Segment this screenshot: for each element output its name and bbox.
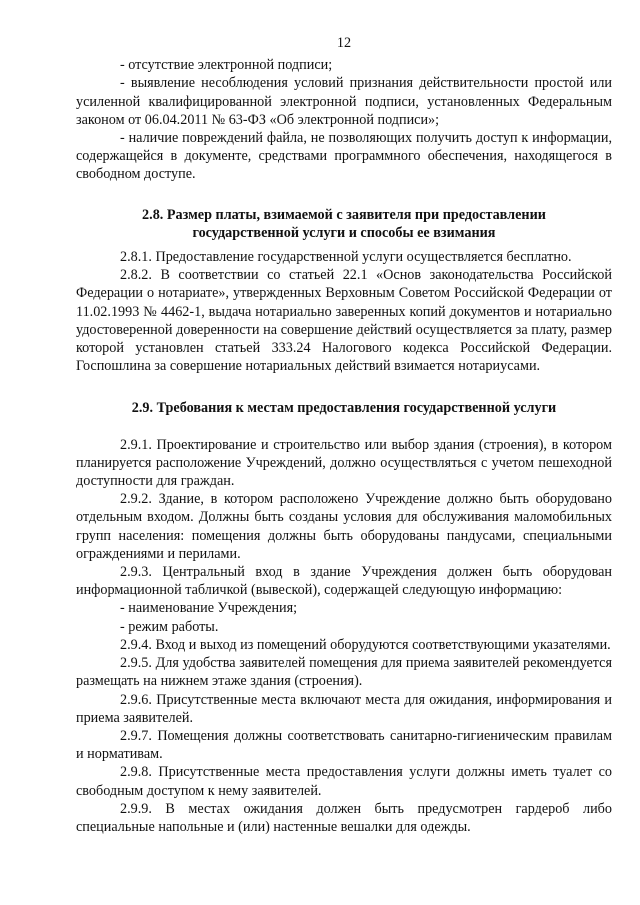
list-item: - отсутствие электронной подписи;	[120, 57, 333, 74]
paragraph-2-8-1: 2.8.1. Предоставление государственной услуги осуществляется бесплатно.	[120, 249, 572, 266]
list-item: - наличие повреждений файла, не позволяющих получить доступ к информации, содержащейся в документе, средствами программного обеспечения, находящегося в свободном доступе.	[76, 130, 612, 183]
section-heading-2-9: 2.9. Требования к местам предоставления государственной услуги	[131, 400, 557, 417]
paragraph-2-9-5: 2.9.5. Для удобства заявителей помещения для приема заявителей рекомендуется размещать на нижнем этаже здания (строения).	[76, 655, 612, 690]
section-body-2-8	[76, 248, 612, 375]
paragraph-2-9-6: 2.9.6. Присутственные места включают места для ожидания, информирования и приема заявителей.	[76, 691, 612, 726]
paragraph-2-9-7: 2.9.7. Помещения должны соответствовать санитарно-гигиеническим правилам и нормативам.	[76, 727, 612, 763]
heading-line: государственной услуги и способы ее взимания	[192, 224, 496, 241]
page-number: 12	[336, 35, 352, 51]
list-item: - выявление несоблюдения условий признания действительности простой или усиленной квалифицированной электронной подписи, установленных Федеральным законом от 06.04.2011 № 63-ФЗ «Об электронной подписи»;	[76, 75, 612, 128]
paragraph-2-9-4: 2.9.4. Вход и выход из помещений оборудуются соответствующими указателями.	[120, 636, 611, 653]
paragraph-2-9-9: 2.9.9. В местах ожидания должен быть предусмотрен гардероб либо специальные напольные и (или) настенные вешалки для одежды.	[76, 800, 612, 835]
paragraph-2-9-3: 2.9.3. Центральный вход в здание Учреждения должен быть оборудован информационной табличкой (вывеской), содержащей следующую информацию:	[76, 564, 612, 599]
paragraph-2-8-2: 2.8.2. В соответствии со статьей 22.1 «Основ законодательства Российской Федерации о нотариате», утвержденных Верховным Советом Российской Федерации от 11.02.1993 № 4462-1, выдача нотариально заверенных копий документов и нотариально удостоверенной доверенности на совершение действий осуществляется за плату, размер которой установлен статьей 333.24 Налогового кодекса Российской Федерации. Госпошлина за совершение нотариальных действий взимается нотариусами.	[76, 267, 612, 375]
list-item: - режим работы.	[120, 618, 219, 635]
paragraph-2-9-8: 2.9.8. Присутственные места предоставления услуги должны иметь туалет со свободным доступом к нему заявителей.	[76, 764, 612, 799]
section-heading-2-8	[76, 206, 612, 242]
top-list	[76, 56, 612, 183]
paragraph-2-9-1: 2.9.1. Проектирование и строительство или выбор здания (строения), в котором планируется расположение Учреждений, должно осуществляться с учетом пешеходной доступности для граждан.	[76, 436, 612, 490]
section-body-2-9	[76, 436, 612, 836]
list-item: - наименование Учреждения;	[120, 600, 298, 617]
heading-line: 2.8. Размер платы, взимаемой с заявителя при предоставлении	[142, 206, 546, 223]
paragraph-2-9-2: 2.9.2. Здание, в котором расположено Учреждение должно быть оборудовано отдельным входом. Должны быть созданы условия для обслуживания маломобильных групп населения: помещения должны быть оборудованы пандусами, специальными ограждениями и перилами.	[76, 491, 612, 562]
